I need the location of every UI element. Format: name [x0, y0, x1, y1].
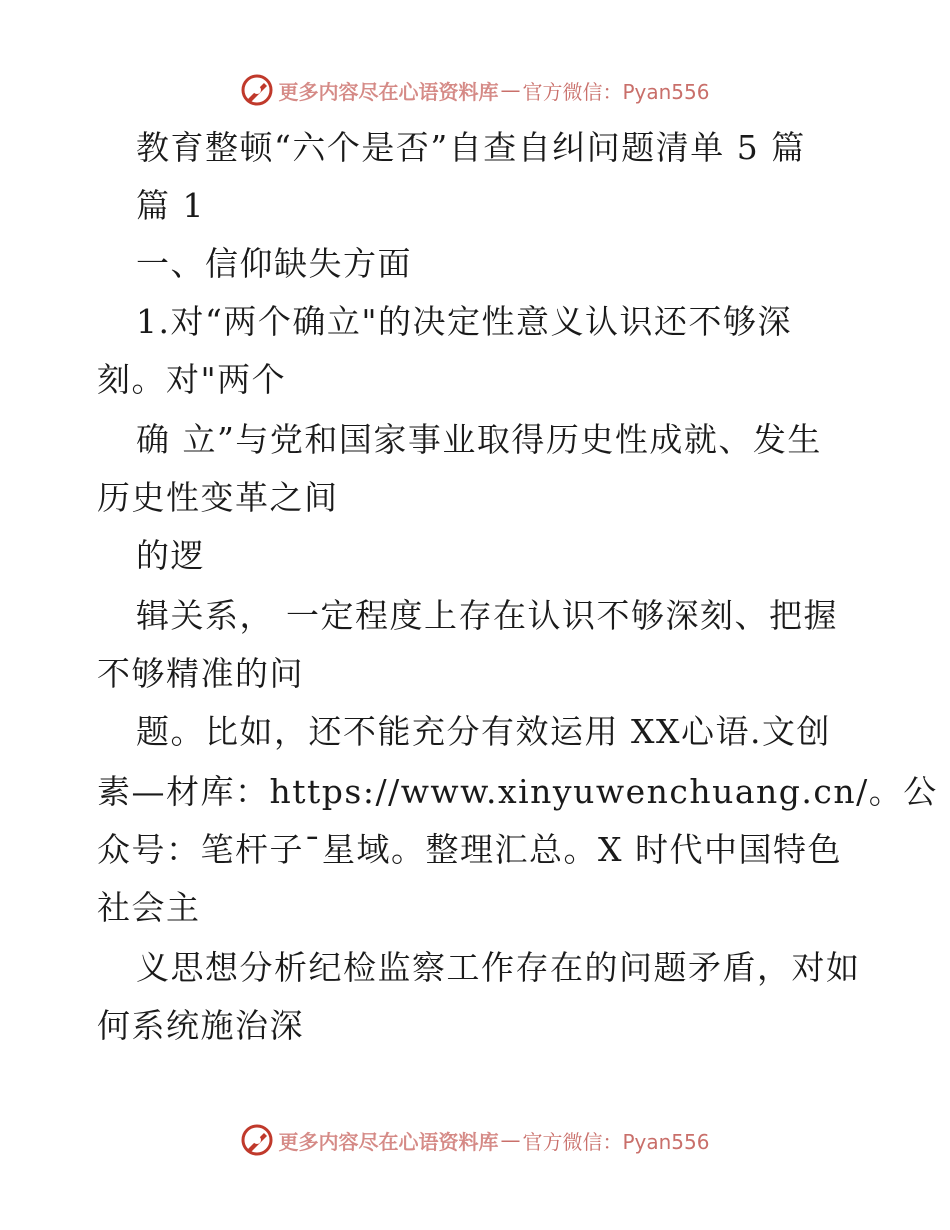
header-wechat-text: 官方微信：Pyan556 [522, 79, 710, 104]
header-separator: — [500, 78, 521, 102]
footer-brand-text: 更多内容尽在心语资料库 [278, 1129, 499, 1154]
footer-wechat-text: 官方微信：Pyan556 [522, 1129, 710, 1154]
footer-separator: — [500, 1128, 521, 1152]
body-line: 众号：笔杆子¯星域。整理汇总。X 时代中国特色 [97, 830, 842, 869]
footer-banner [0, 1120, 950, 1160]
section-heading: 一、信仰缺失方面 [136, 244, 412, 283]
body-line: 的逻 [136, 536, 205, 575]
body-line: 确 立”与党和国家事业取得历史性成就、发生 [136, 420, 822, 459]
body-line: 素—材库：https://www.xinyuwenchuang.cn/。公 [97, 772, 938, 811]
body-line: 题。比如，还不能充分有效运用 XX心语.文创 [136, 712, 831, 751]
body-line: 不够精准的问 [97, 654, 304, 693]
document-title: 教育整顿“六个是否”自查自纠问题清单 5 篇 [136, 128, 806, 167]
header-brand-text: 更多内容尽在心语资料库 [278, 79, 499, 104]
body-line: 刻。对"两个 [97, 360, 287, 399]
body-line: 义思想分析纪检监察工作存在的问题矛盾，对如 [136, 948, 861, 987]
body-line: 社会主 [97, 888, 201, 927]
pen-logo-icon [240, 1123, 274, 1157]
body-line: 1.对“两个确立"的决定性意义认识还不够深 [136, 302, 793, 341]
body-line: 辑关系， 一定程度上存在认识不够深刻、把握 [136, 596, 838, 635]
section-label: 篇 1 [136, 186, 205, 225]
body-line: 历史性变革之间 [97, 478, 339, 517]
body-line: 何系统施治深 [97, 1006, 304, 1045]
